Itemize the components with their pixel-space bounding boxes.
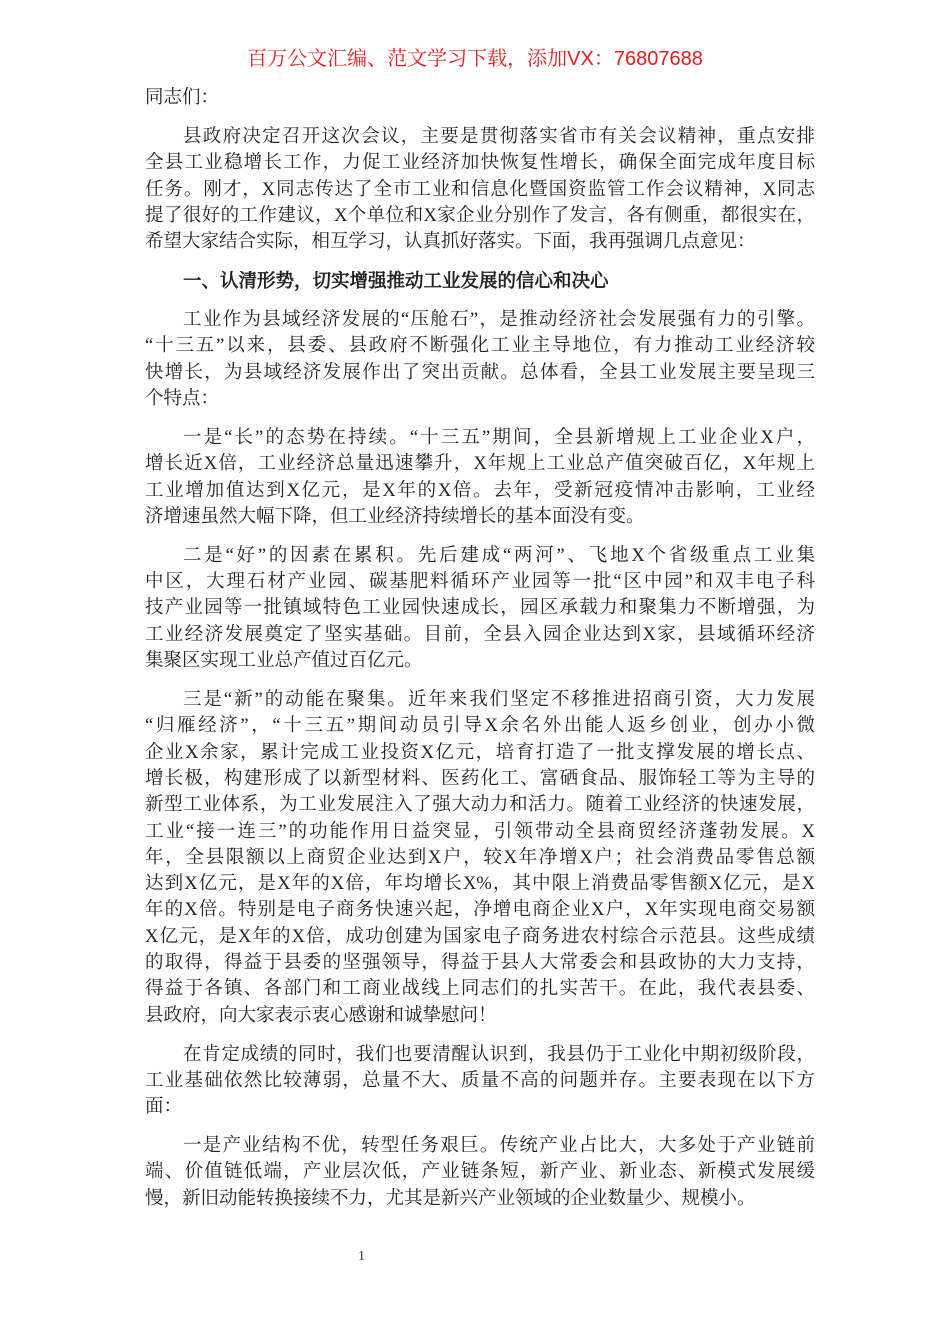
text-line: “十三五”以来，县委、县政府不断强化工业主导地位，有力推动工业经济较: [145, 336, 815, 357]
text-line: 增长近X倍，工业经济总量迅速攀升，X年规上工业总产值突破百亿，X年规上: [145, 454, 815, 475]
text-line: 县政府决定召开这次会议，主要是贯彻落实省市有关会议精神，重点安排: [183, 126, 815, 147]
watermark-banner: 百万公文汇编、范文学习下载，添加VX：76807688: [247, 48, 703, 70]
text-line: 端、价值链低端，产业层次低，产业链条短，新产业、新业态、新模式发展缓: [145, 1162, 815, 1183]
text-line: 县政府，向大家表示衷心感谢和诚挚慰问！: [145, 1005, 497, 1026]
text-line: 慢，新旧动能转换接续不力，尤其是新兴产业领域的企业数量少、规模小。: [145, 1188, 756, 1209]
section-heading: [145, 268, 815, 294]
document-body: [145, 85, 815, 1225]
page-number: 1: [358, 1249, 365, 1264]
text-line: 工业经济发展奠定了坚实基础。目前，全县入园企业达到X家，县域循环经济: [145, 624, 815, 645]
text-line: 企业X余家，累计完成工业投资X亿元，培育打造了一批支撑发展的增长点、: [145, 742, 815, 763]
text-line: 年的X倍。特别是电子商务快速兴起，净增电商企业X户，X年实现电商交易额: [145, 900, 815, 921]
text-line: 技产业园等一批镇域特色工业园快速成长，园区承载力和聚集力不断增强，为: [145, 598, 815, 619]
text-line: 一是“长”的态势在持续。“十三五”期间，全县新增规上工业企业X户，: [183, 428, 815, 449]
text-line: 达到X亿元，是X年的X倍，年均增长X%，其中限上消费品零售额X亿元，是X: [145, 874, 815, 895]
text-line: 任务。刚才，X同志传达了全市工业和信息化暨国资监管工作会议精神，X同志: [145, 179, 815, 200]
text-line: 集聚区实现工业总产值过百亿元。: [145, 651, 423, 672]
paragraph: [145, 687, 815, 1029]
text-line: 三是“新”的动能在聚集。近年来我们坚定不移推进招商引资，大力发展: [183, 690, 815, 711]
paragraph: [145, 543, 815, 674]
text-line: 中区，大理石材产业园、碳基肥料循环产业园等一批“区中园”和双丰电子科: [145, 572, 815, 593]
text-line: X亿元，是X年的X倍，成功创建为国家电子商务进农村综合示范县。这些成绩: [145, 926, 815, 947]
text-line: 二是“好”的因素在累积。先后建成“两河”、飞地X个省级重点工业集: [183, 545, 815, 566]
text-line: 个特点：: [145, 389, 220, 410]
text-line: 新型工业体系，为工业发展注入了强大动力和活力。随着工业经济的快速发展，: [145, 795, 815, 816]
text-line: 全县工业稳增长工作，力促工业经济加快恢复性增长，确保全面完成年度目标: [145, 153, 815, 174]
salutation: [145, 85, 815, 111]
text-line: 希望大家结合实际，相互学习，认真抓好落实。下面，我再强调几点意见：: [145, 232, 756, 253]
text-line: 的取得，得益于县委的坚强领导，得益于县人大常委会和县政协的大力支持，: [145, 953, 815, 974]
text-line: 年，全县限额以上商贸企业达到X户，较X年净增X户；社会消费品零售总额: [145, 847, 815, 868]
paragraph: [145, 1133, 815, 1212]
text-line: 一是产业结构不优，转型任务艰巨。传统产业占比大，大多处于产业链前: [183, 1136, 815, 1157]
text-line: “归雁经济”，“十三五”期间动员引导X余名外出能人返乡创业，创办小微: [145, 716, 815, 737]
salutation-text: 同志们：: [145, 88, 220, 108]
text-line: 增长极，构建形成了以新型材料、医药化工、富硒食品、服饰轻工等为主导的: [145, 768, 815, 789]
text-line: 提了很好的工作建议，X个单位和X家企业分别作了发言，各有侧重，都很实在，: [145, 205, 815, 226]
paragraph: [145, 425, 815, 530]
text-line: 一、认清形势，切实增强推动工业发展的信心和决心: [183, 270, 609, 292]
paragraph: [145, 307, 815, 412]
text-line: 工业“接一连三”的功能作用日益突显，引领带动全县商贸经济蓬勃发展。X: [145, 821, 815, 842]
text-line: 工业基础依然比较薄弱，总量不大、质量不高的问题并存。主要表现在以下方: [145, 1070, 815, 1091]
text-line: 面：: [145, 1097, 183, 1118]
text-line: 在肯定成绩的同时，我们也要清醒认识到，我县仍于工业化中期初级阶段，: [183, 1044, 815, 1065]
paragraph: [145, 1042, 815, 1121]
text-line: 快增长，为县域经济发展作出了突出贡献。总体看，全县工业发展主要呈现三: [145, 362, 815, 383]
text-line: 济增速虽然大幅下降，但工业经济持续增长的基本面没有变。: [145, 506, 645, 527]
text-line: 工业增加值达到X亿元，是X年的X倍。去年，受新冠疫情冲击影响，工业经: [145, 480, 815, 501]
text-line: 工业作为县域经济发展的“压舱石”，是推动经济社会发展强有力的引擎。: [183, 310, 815, 331]
text-line: 得益于各镇、各部门和工商业战线上同志们的扎实苦干。在此，我代表县委、: [145, 979, 815, 1000]
paragraph: [145, 124, 815, 255]
